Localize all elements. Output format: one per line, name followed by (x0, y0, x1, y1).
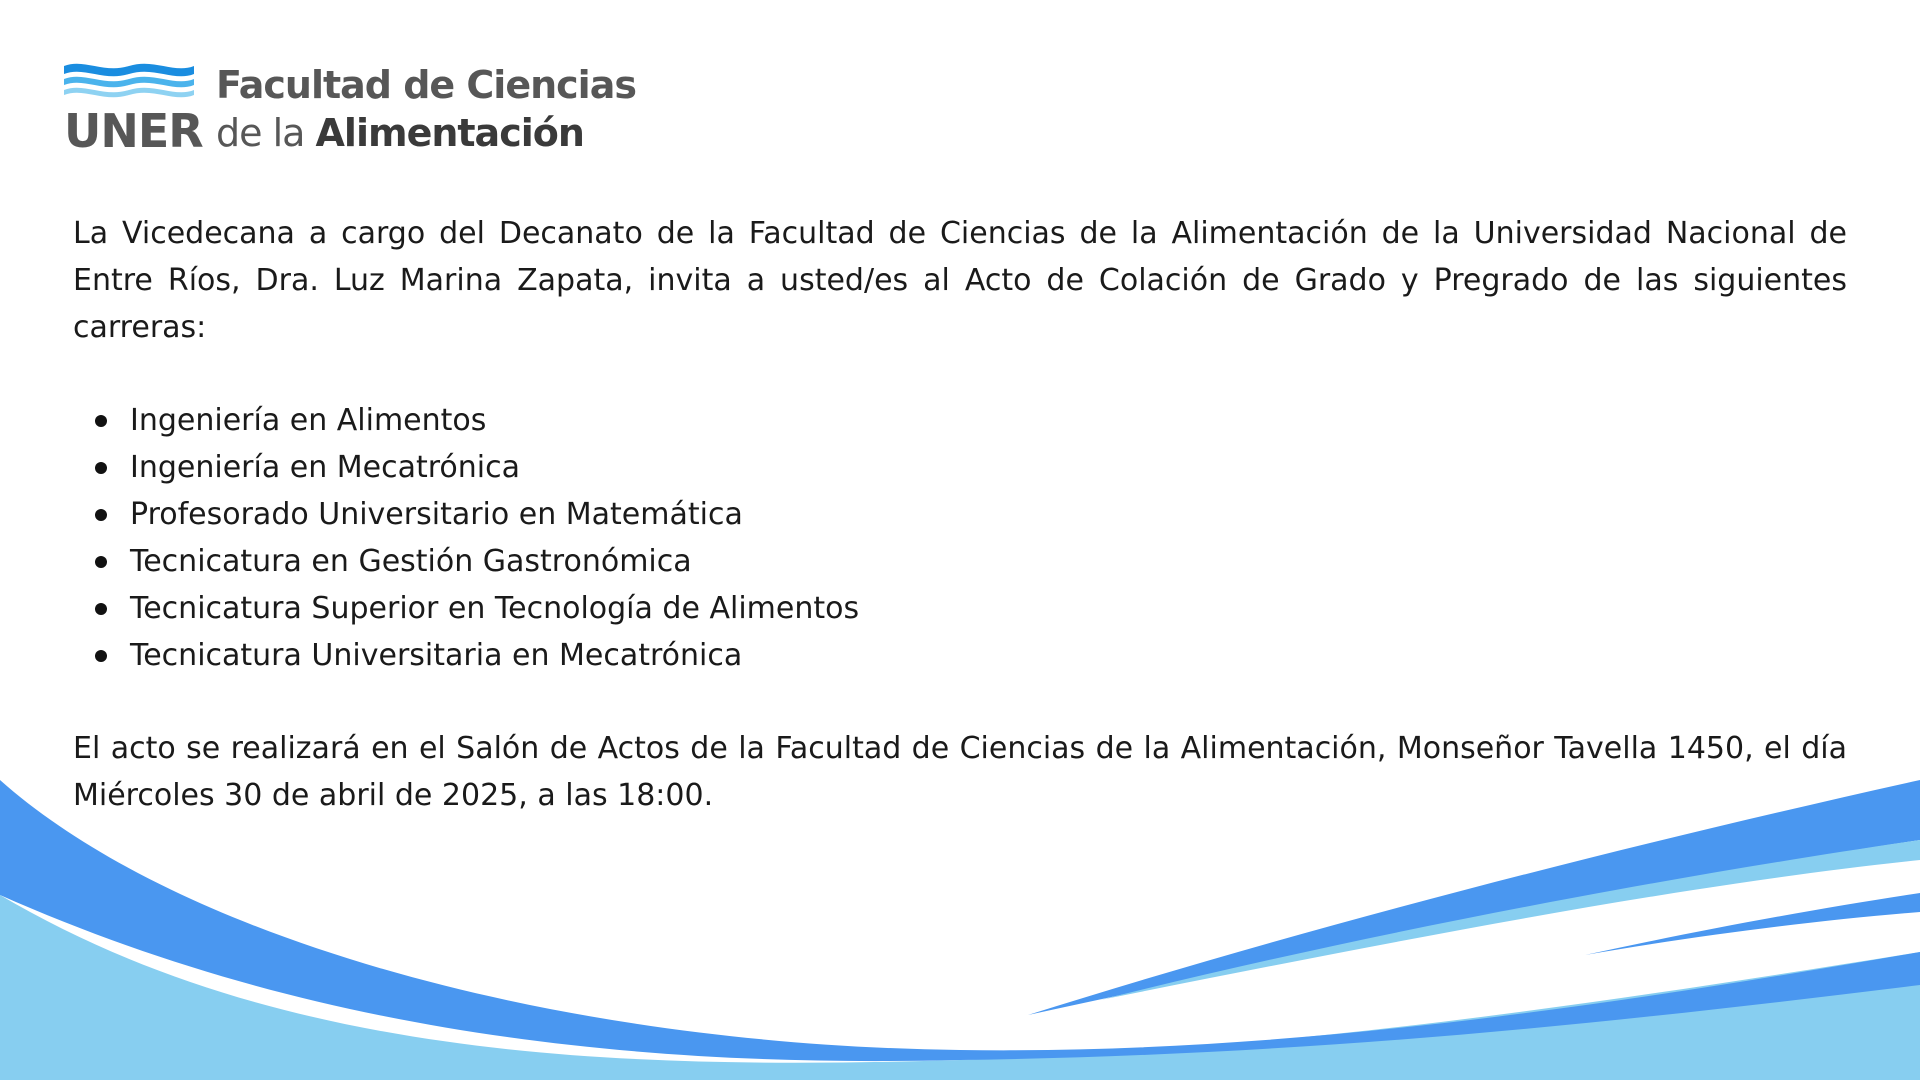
career-label: Tecnicatura en Gestión Gastronómica (130, 544, 692, 579)
water-waves-icon (64, 60, 194, 104)
career-label: Tecnicatura Universitaria en Mecatrónica (130, 638, 743, 673)
logo-line2-bold: Alimentación (315, 111, 584, 155)
career-label: Ingeniería en Mecatrónica (130, 450, 520, 485)
career-item (95, 538, 1847, 585)
career-label: Tecnicatura Superior en Tecnología de Alimentos (130, 591, 860, 626)
invitation-body (73, 210, 1847, 819)
bullet-dot-icon (95, 650, 107, 662)
logo-faculty-name-line2 (216, 112, 584, 154)
bullet-dot-icon (95, 603, 107, 615)
career-item (95, 585, 1847, 632)
bullet-dot-icon (95, 509, 107, 521)
career-item (95, 444, 1847, 491)
bullet-dot-icon (95, 462, 107, 474)
wave-dark-small-streak (1585, 893, 1920, 955)
bullet-dot-icon (95, 556, 107, 568)
bullet-dot-icon (95, 415, 107, 427)
careers-list (73, 397, 1847, 679)
invitation-closing: El acto se realizará en el Salón de Actos de la Facultad de Ciencias de la Alimentación, Monseñor Tavella 1450, el día Miércoles 30 de abril de 2025, a las 18:00. (73, 731, 1847, 813)
logo-acronym: UNER (64, 104, 203, 158)
career-label: Profesorado Universitario en Matemática (130, 497, 743, 532)
career-item (95, 491, 1847, 538)
faculty-logo (64, 58, 636, 158)
logo-line2-light: de la (216, 111, 316, 155)
decorative-waves (0, 760, 1920, 1080)
career-item (95, 632, 1847, 679)
invitation-intro: La Vicedecana a cargo del Decanato de la Facultad de Ciencias de la Alimentación de la Universidad Nacional de Entre Ríos, Dra. Luz Marina Zapata, invita a usted/es al Acto de Colación de Grado y Pregrado de las siguientes carreras: (73, 216, 1847, 345)
logo-faculty-name-line1: Facultad de Ciencias (216, 63, 636, 107)
career-label: Ingeniería en Alimentos (130, 403, 487, 438)
career-item (95, 397, 1847, 444)
